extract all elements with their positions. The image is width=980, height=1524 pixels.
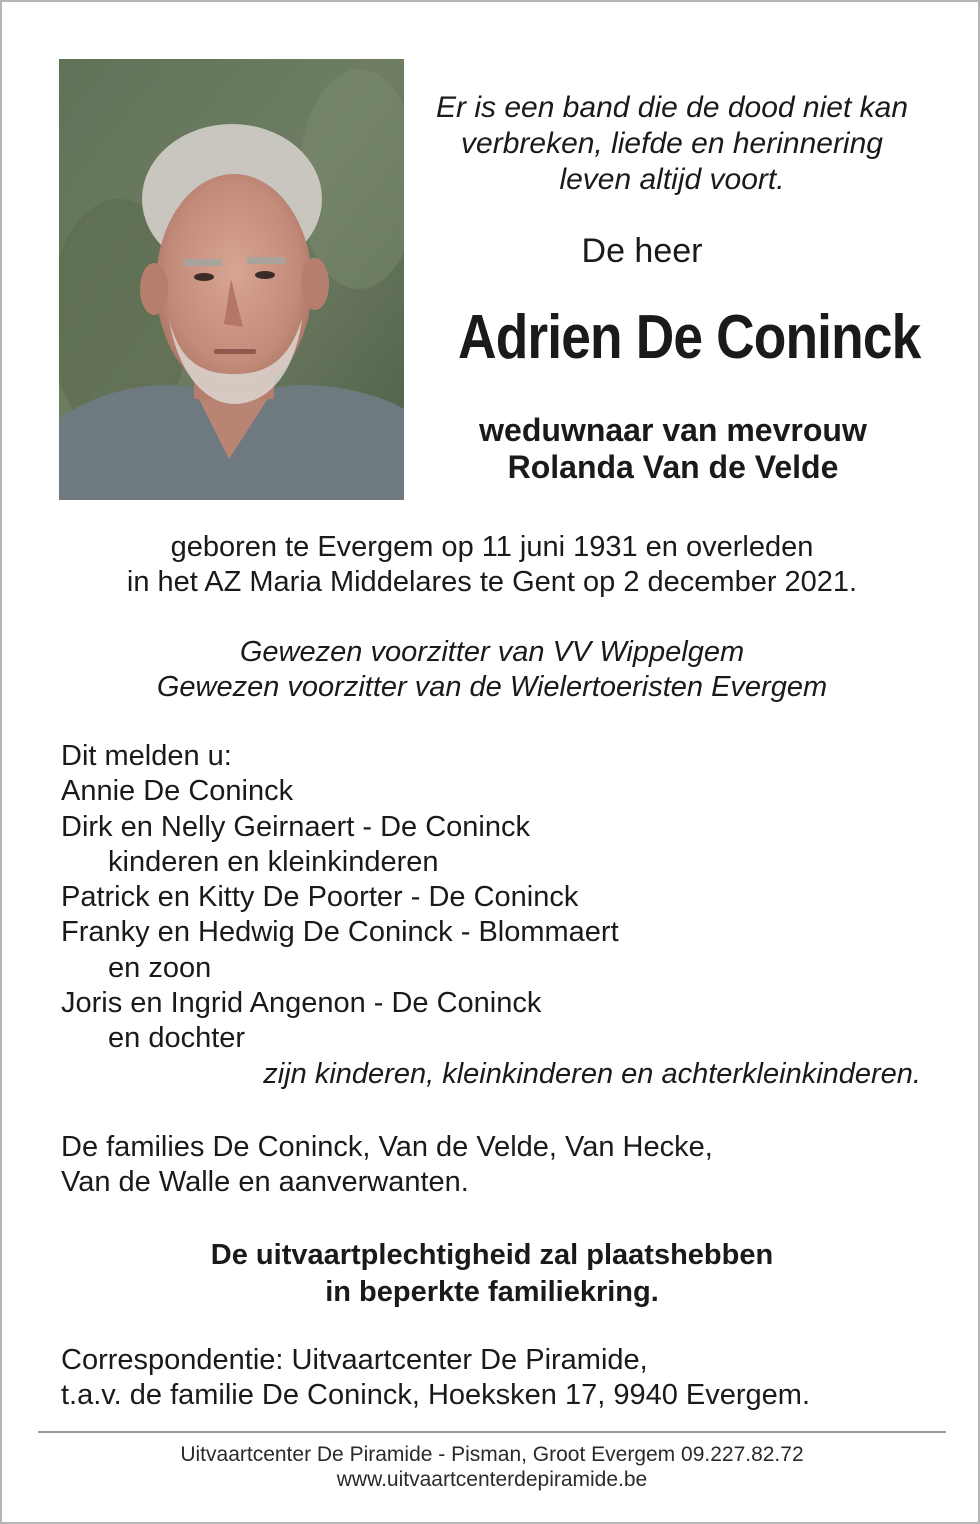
- announcement-intro: Dit melden u:: [61, 740, 232, 772]
- verse-line: Er is een band die de dood niet kan: [435, 91, 909, 124]
- relative-line: Joris en Ingrid Angenon - De Coninck: [61, 987, 542, 1020]
- birth-line: geboren te Evergem op 11 juni 1931 en overleden: [170, 531, 814, 563]
- relative-line: Annie De Coninck: [61, 775, 294, 808]
- families-line: De families De Coninck, Van de Velde, Van Hecke,: [61, 1131, 713, 1163]
- role-line: Gewezen voorzitter van de Wielertoeristen Evergem: [156, 671, 828, 703]
- relative-subline: en zoon: [108, 951, 212, 984]
- spouse-line: weduwnaar van mevrouw: [479, 412, 867, 448]
- families-line: Van de Walle en aanverwanten.: [61, 1166, 469, 1198]
- former-roles: [2, 635, 980, 705]
- footer-contact: Uitvaartcenter De Piramide - Pisman, Groot Evergem 09.227.82.72: [180, 1443, 804, 1466]
- announcement-closing: zijn kinderen, kleinkinderen en achterkleinkinderen.: [263, 1057, 921, 1090]
- relative-subline: kinderen en kleinkinderen: [108, 845, 439, 878]
- announcement-list: [61, 739, 941, 1092]
- birth-death-info: [2, 530, 980, 600]
- role-line: Gewezen voorzitter van VV Wippelgem: [239, 636, 745, 668]
- ceremony-line: De uitvaartplechtigheid zal plaatshebben: [210, 1239, 774, 1271]
- portrait-photo: [59, 59, 404, 500]
- relative-subline: en dochter: [108, 1022, 246, 1055]
- verse-line: verbreken, liefde en herinnering: [461, 127, 883, 160]
- memorial-verse: [412, 90, 932, 198]
- relative-line: Dirk en Nelly Geirnaert - De Coninck: [61, 810, 530, 843]
- funeral-home-footer: [2, 1442, 980, 1492]
- families-info: [61, 1130, 941, 1200]
- relative-line: Patrick en Kitty De Poorter - De Coninck: [61, 881, 579, 914]
- death-line: in het AZ Maria Middelares te Gent op 2 december 2021.: [126, 566, 858, 598]
- verse-line: leven altijd voort.: [559, 163, 785, 196]
- correspondence-info: [61, 1343, 941, 1413]
- spouse-info: [412, 412, 934, 486]
- deceased-name: Adrien De Coninck: [458, 303, 921, 372]
- ceremony-line: in beperkte familiekring.: [325, 1276, 659, 1308]
- footer-website: www.uitvaartcenterdepiramide.be: [336, 1468, 648, 1491]
- correspondence-line: t.a.v. de familie De Coninck, Hoeksken 17, 9940 Evergem.: [61, 1379, 811, 1411]
- spouse-line: Rolanda Van de Velde: [507, 449, 839, 485]
- ceremony-notice: [2, 1237, 980, 1311]
- relative-line: Franky en Hedwig De Coninck - Blommaert: [61, 916, 619, 949]
- honorific: De heer: [581, 232, 703, 270]
- correspondence-line: Correspondentie: Uitvaartcenter De Piramide,: [61, 1344, 648, 1376]
- portrait-illustration: [59, 59, 404, 500]
- footer-divider: [38, 1431, 946, 1433]
